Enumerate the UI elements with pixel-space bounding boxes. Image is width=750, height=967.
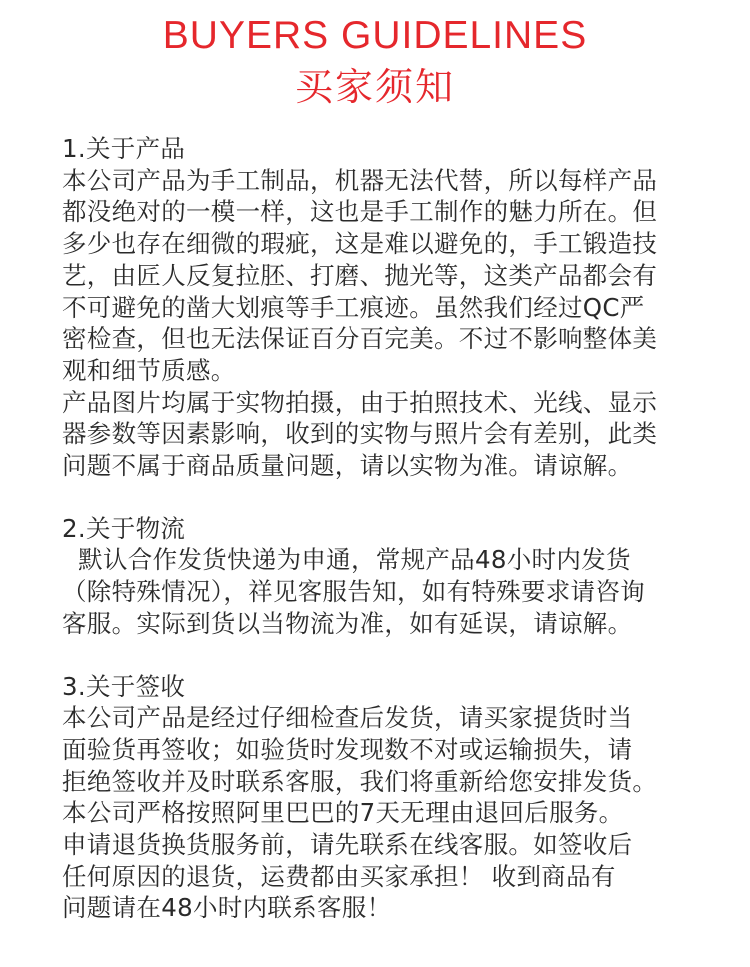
- page-title-chinese: 买家须知: [294, 65, 455, 109]
- paragraph-line: 密检查，但也无法保证百分百完美。不过不影响整体美: [62, 324, 658, 354]
- paragraph-line: 本公司产品是经过仔细检查后发货，请买家提货时当: [62, 703, 633, 733]
- paragraph-line: 拒绝签收并及时联系客服，我们将重新给您安排发货。: [62, 766, 658, 796]
- section-heading: 3.关于签收: [62, 671, 186, 701]
- paragraph-line: 多少也存在细微的瑕疵，这是难以避免的，手工锻造技: [62, 229, 658, 259]
- paragraph-line: 本公司产品为手工制品，机器无法代替，所以每样产品: [62, 165, 658, 195]
- paragraph-line: 器参数等因素影响，收到的实物与照片会有差别，此类: [62, 419, 658, 449]
- paragraph-line: 任何原因的退货，运费都由买家承担！ 收到商品有: [62, 861, 616, 891]
- page-header: [0, 14, 750, 110]
- guidelines-body: [62, 133, 702, 924]
- section-receipt: [62, 671, 702, 925]
- paragraph-line: 都没绝对的一模一样，这也是手工制作的魅力所在。但: [62, 197, 658, 227]
- paragraph-line: 产品图片均属于实物拍摄，由于拍照技术、光线、显示: [62, 387, 658, 417]
- paragraph-line: 问题请在48小时内联系客服！: [62, 893, 392, 923]
- paragraph-line: 申请退货换货服务前，请先联系在线客服。如签收后: [62, 830, 633, 860]
- section-logistics: [62, 513, 702, 640]
- paragraph-line: （除特殊情况），祥见客服告知，如有特殊要求请咨询: [62, 577, 645, 607]
- section-products: [62, 133, 702, 482]
- paragraph-line: 问题不属于商品质量问题，请以实物为准。请谅解。: [62, 451, 633, 481]
- paragraph-line: 面验货再签收；如验货时发现数不对或运输损失，请: [62, 734, 633, 764]
- paragraph-line: 默认合作发货快递为申通，常规产品48小时内发货: [62, 545, 631, 575]
- paragraph-line: 客服。实际到货以当物流为准，如有延误，请谅解。: [62, 608, 633, 638]
- paragraph-line: 本公司严格按照阿里巴巴的7天无理由退回后服务。: [62, 798, 624, 828]
- paragraph-line: 不可避免的凿大划痕等手工痕迹。虽然我们经过QC严: [62, 292, 645, 322]
- section-heading: 2.关于物流: [62, 513, 186, 543]
- paragraph-line: 艺，由匠人反复拉胚、打磨、抛光等，这类产品都会有: [62, 260, 658, 290]
- page-title-english: BUYERS GUIDELINES: [162, 14, 588, 57]
- paragraph-line: 观和细节质感。: [62, 355, 236, 385]
- section-heading: 1.关于产品: [62, 134, 186, 163]
